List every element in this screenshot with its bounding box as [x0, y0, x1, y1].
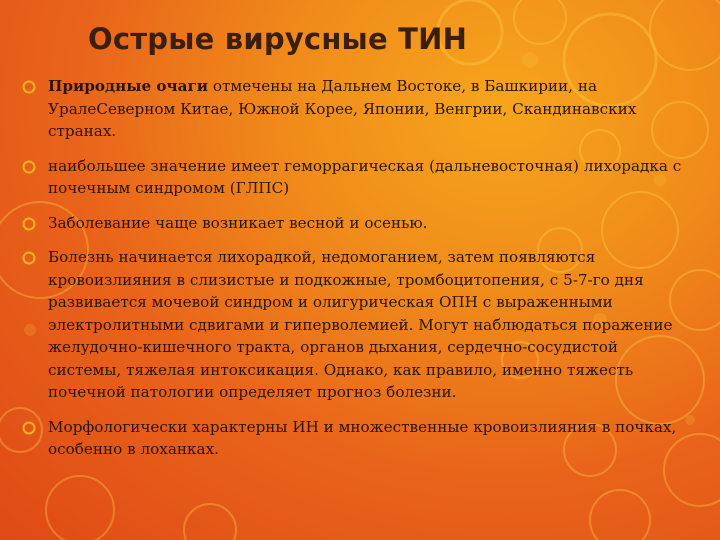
- bullet-bold-text: Природные очаги: [48, 77, 209, 95]
- bullet-text: Морфологически характерны ИН и множественные кровоизлияния в почках, особенно в лоханках.: [48, 417, 677, 458]
- circle-bullet-icon: [22, 217, 36, 231]
- list-item: [22, 416, 682, 461]
- bullet-list: [22, 75, 682, 473]
- list-item: [22, 155, 682, 200]
- bullet-text: наибольшее значение имеет геморрагическая (дальневосточная) лихорадка с почечным синдромом (ГЛПС): [48, 156, 682, 197]
- circle-bullet-icon: [22, 421, 36, 435]
- bullet-text: Болезнь начинается лихорадкой, недомоганием, затем появляются кровоизлияния в слизистые и подкожные, тромбоцитопения, с 5-7-го дня развивается мочевой синдром и олигурическая ОПН с выраженными электролитными сдвигами и гиперволемией. Могут наблюдаться поражение желудочно-кишечного тракта, органов дыхания, сердечно-сосудистой системы, тяжелая интоксикация. Однако, как правило, именно тяжесть почечной патологии определяет прогноз болезни.: [48, 248, 673, 401]
- list-item: [22, 246, 682, 404]
- slide-title: Острые вирусные ТИН: [88, 22, 468, 56]
- bullet-text: Заболевание чаще возникает весной и осенью.: [48, 213, 428, 232]
- list-item: [22, 212, 682, 235]
- bullet-text: отмечены на Дальнем Востоке, в Башкирии, на УралеСеверном Китае, Южной Корее, Японии, Венгрии, Скандинавских странах.: [48, 77, 637, 140]
- circle-bullet-icon: [22, 80, 36, 94]
- circle-bullet-icon: [22, 251, 36, 265]
- list-item: [22, 75, 682, 143]
- circle-bullet-icon: [22, 160, 36, 174]
